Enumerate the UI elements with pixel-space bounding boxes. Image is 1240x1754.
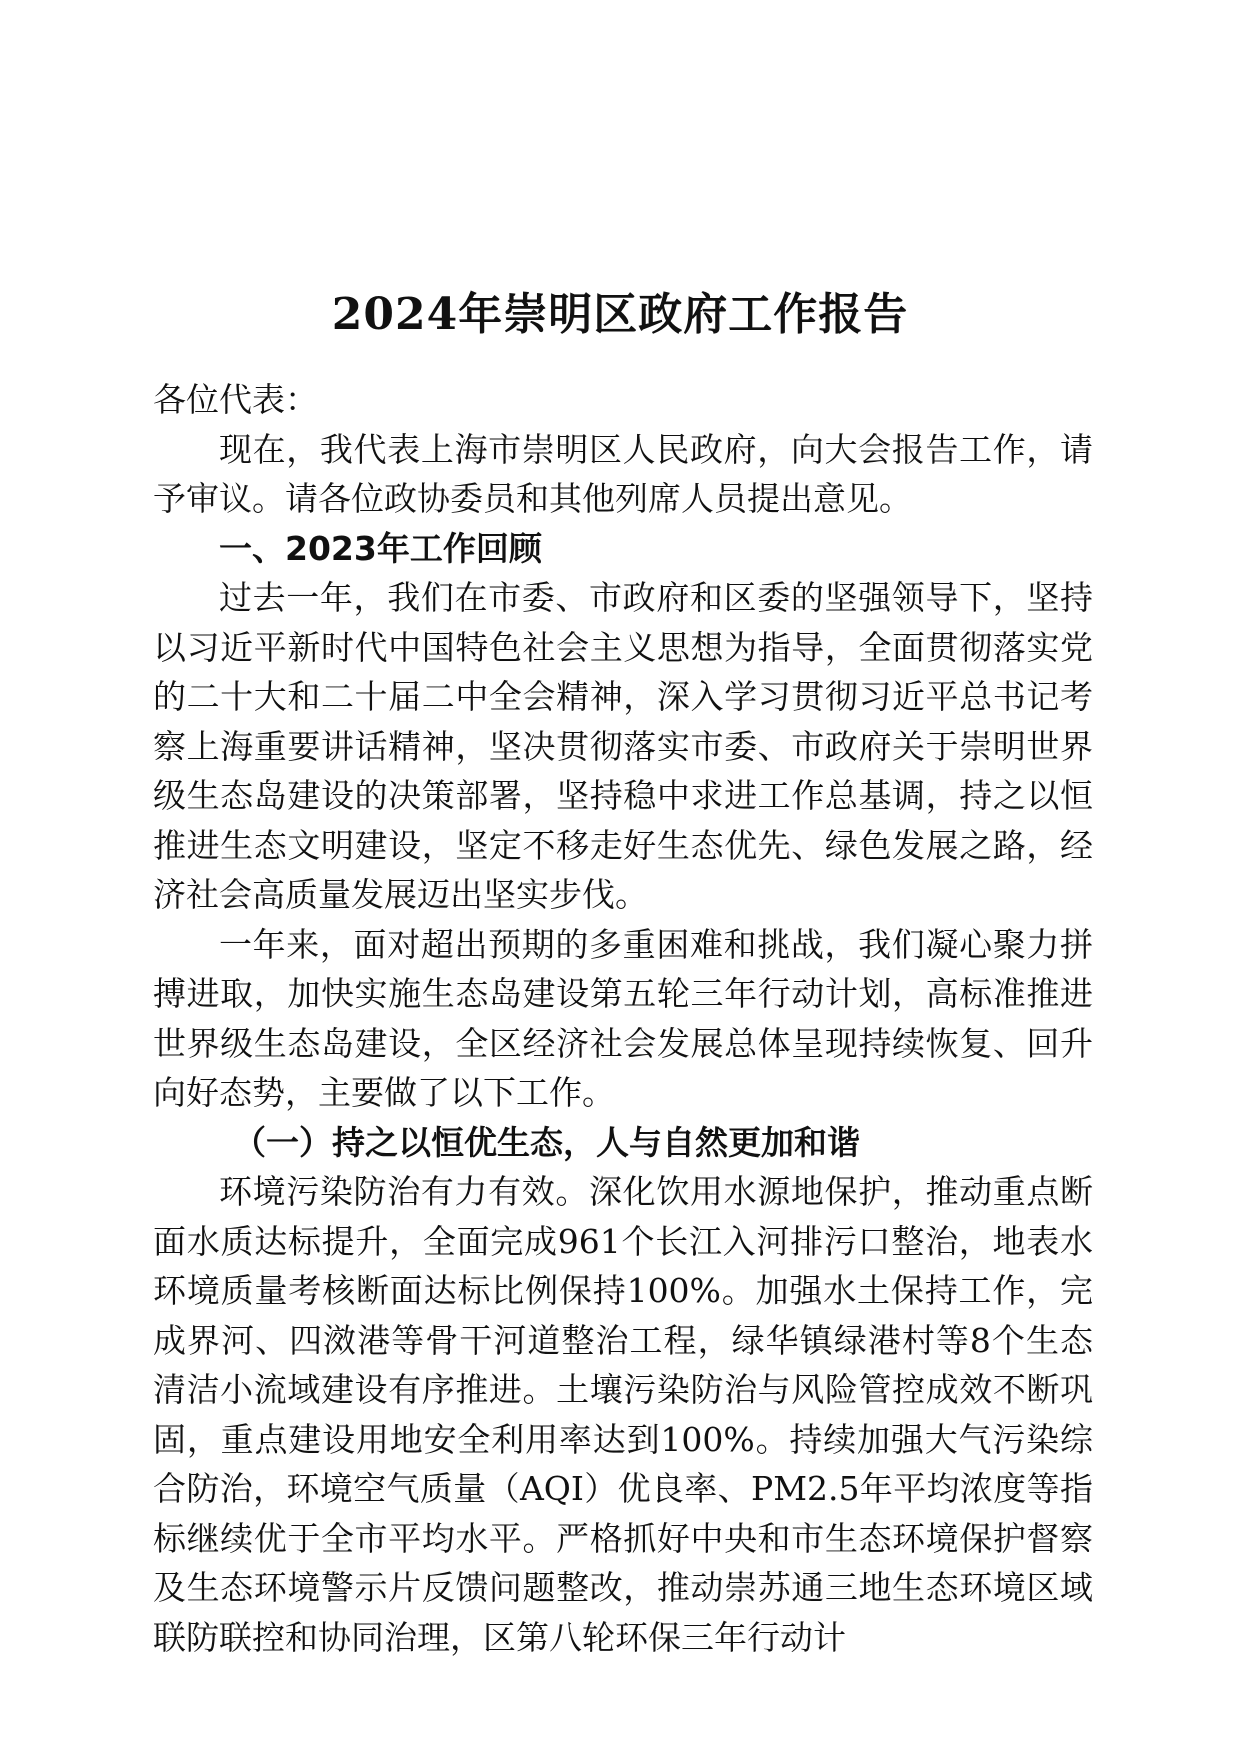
document-body <box>153 375 1093 1662</box>
salutation: 各位代表： <box>153 380 318 419</box>
environment-paragraph: 环境污染防治有力有效。深化饮用水源地保护，推动重点断面水质达标提升，全面完成961个长江入河排污口整治，地表水环境质量考核断面达标比例保持100%。加强水土保持工作，完成界河、四滧港等骨干河道整治工程，绿华镇绿港村等8个生态清洁小流域建设有序推进。土壤污染防治与风险管控成效不断巩固，重点建设用地安全利用率达到100%。持续加强大气污染综合防治，环境空气质量（AQI）优良率、PM2.5年平均浓度等指标继续优于全市平均水平。严格抓好中央和市生态环境保护督察及生态环境警示片反馈问题整改，推动崇苏通三地生态环境区域联防联控和协同治理，区第八轮环保三年行动计 <box>153 1172 1093 1657</box>
document-title: 2024年崇明区政府工作报告 <box>331 289 909 341</box>
subsection-heading-ecology: （一）持之以恒优生态，人与自然更加和谐 <box>233 1122 860 1162</box>
review-paragraph-1: 过去一年，我们在市委、市政府和区委的坚强领导下，坚持以习近平新时代中国特色社会主义思想为指导，全面贯彻落实党的二十大和二十届二中全会精神，深入学习贯彻习近平总书记考察上海重要讲话精神，坚决贯彻落实市委、市政府关于崇明世界级生态岛建设的决策部署，坚持稳中求进工作总基调，持之以恒推进生态文明建设，坚定不移走好生态优先、绿色发展之路，经济社会高质量发展迈出坚实步伐。 <box>153 578 1093 914</box>
opening-paragraph: 现在，我代表上海市崇明区人民政府，向大会报告工作，请予审议。请各位政协委员和其他列席人员提出意见。 <box>153 429 1093 518</box>
review-paragraph-2: 一年来，面对超出预期的多重困难和挑战，我们凝心聚力拼搏进取，加快实施生态岛建设第五轮三年行动计划，高标准推进世界级生态岛建设，全区经济社会发展总体呈现持续恢复、回升向好态势，主要做了以下工作。 <box>153 924 1093 1112</box>
section-heading-work-review: 一、2023年工作回顾 <box>219 528 542 568</box>
